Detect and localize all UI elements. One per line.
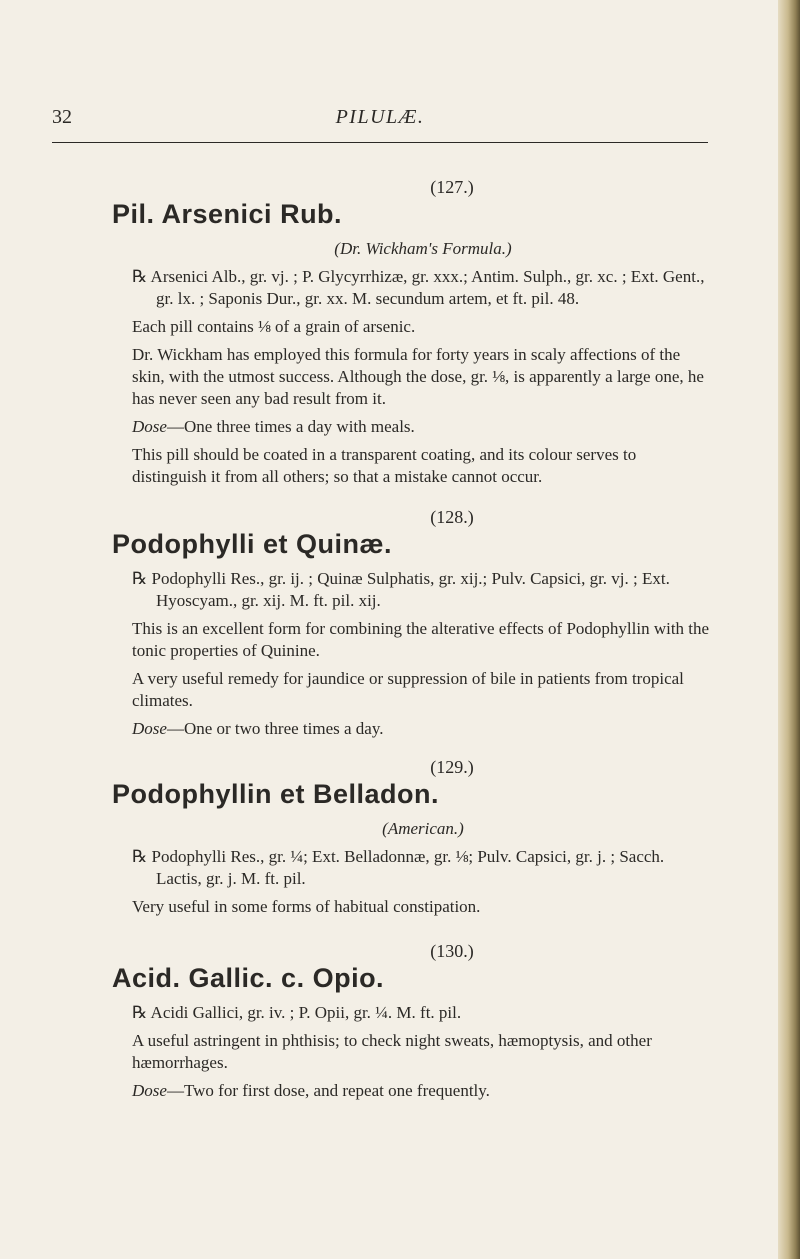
paragraph: Dr. Wickham has employed this formula for forty years in scaly affections of the skin, with the utmost success. Although the dose, gr. ⅛, is apparently a large one, he has never seen any bad result from it. (132, 345, 704, 408)
formula-title: Pil. Arsenici Rub. (112, 199, 343, 229)
prescription: ℞ Podophylli Res., gr. ¼; Ext. Belladonnæ, gr. ⅛; Pulv. Capsici, gr. j. ; Sacch. Lactis, gr. j. M. ft. pil. (132, 847, 665, 888)
dose-line (132, 416, 714, 438)
prescription: ℞ Arsenici Alb., gr. vj. ; P. Glycyrrhizæ, gr. xxx.; Antim. Sulph., gr. xc. ; Ext. Gent., gr. lx. ; Saponis Dur., gr. xx. M. secundum artem, et ft. pil. 48. (132, 267, 705, 308)
formula-number: (130.) (430, 941, 474, 961)
dose-line (132, 1080, 714, 1102)
paragraph: This pill should be coated in a transparent coating, and its colour serves to distinguish it from all others; so that a mistake cannot occur. (132, 445, 637, 486)
formula-section-130 (112, 940, 714, 1108)
formula-subtitle: (American.) (382, 819, 464, 838)
dose-line (132, 718, 714, 740)
prescription: ℞ Acidi Gallici, gr. iv. ; P. Opii, gr. ¼. M. ft. pil. (132, 1003, 462, 1022)
dose-label: Dose (132, 1081, 167, 1100)
page-edge-shadow (778, 0, 800, 1259)
page-number: 32 (52, 106, 72, 128)
formula-subtitle: (Dr. Wickham's Formula.) (334, 239, 512, 258)
paragraph: Each pill contains ⅛ of a grain of arsenic. (132, 317, 416, 336)
paragraph: Very useful in some forms of habitual constipation. (132, 897, 481, 916)
formula-title: Acid. Gallic. c. Opio. (112, 963, 385, 993)
formula-title: Podophylli et Quinæ. (112, 529, 392, 559)
running-head: PILULÆ. (335, 106, 425, 128)
dose-label: Dose (132, 417, 167, 436)
prescription: ℞ Podophylli Res., gr. ij. ; Quinæ Sulphatis, gr. xij.; Pulv. Capsici, gr. vj. ; Ext. Hyoscyam., gr. xij. M. ft. pil. xij. (132, 569, 670, 610)
dose-text: —One or two three times a day. (166, 719, 384, 738)
dose-label: Dose (132, 719, 167, 738)
dose-text: —One three times a day with meals. (166, 417, 415, 436)
paragraph: A useful astringent in phthisis; to check night sweats, hæmoptysis, and other hæmorrhages. (132, 1031, 652, 1072)
formula-section-128 (112, 506, 714, 746)
paragraph: A very useful remedy for jaundice or suppression of bile in patients from tropical climates. (132, 669, 684, 710)
paragraph: This is an excellent form for combining the alterative effects of Podophyllin with the tonic properties of Quinine. (132, 619, 710, 660)
formula-number: (129.) (430, 757, 474, 777)
dose-text: —Two for first dose, and repeat one frequently. (166, 1081, 490, 1100)
page-header (52, 106, 708, 143)
formula-number: (128.) (430, 507, 474, 527)
formula-section-127 (112, 176, 714, 494)
formula-number: (127.) (430, 177, 474, 197)
formula-title: Podophyllin et Belladon. (112, 779, 440, 809)
formula-section-129 (112, 756, 714, 924)
